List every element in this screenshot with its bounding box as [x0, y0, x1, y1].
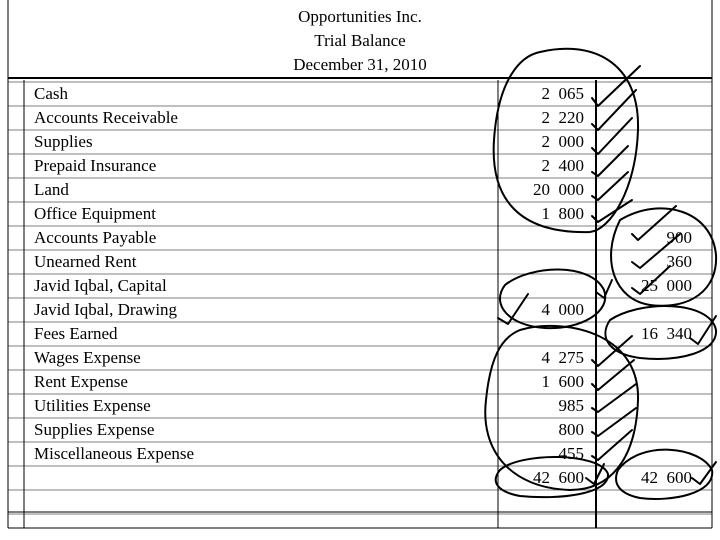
credit-amount: 25 000	[641, 276, 692, 295]
account-name: Fees Earned	[34, 324, 118, 343]
debit-amount: 2 000	[541, 132, 584, 151]
debit-amount: 4 275	[541, 348, 584, 367]
account-name: Wages Expense	[34, 348, 141, 367]
check-mark	[632, 266, 670, 294]
circle-mark	[616, 450, 712, 499]
account-name: Office Equipment	[34, 204, 156, 223]
account-name: Miscellaneous Expense	[34, 444, 195, 463]
debit-amount: 2 400	[541, 156, 584, 175]
circle-mark	[494, 49, 638, 232]
debit-amount: 4 000	[541, 300, 584, 319]
account-name: Prepaid Insurance	[34, 156, 157, 175]
check-mark	[592, 146, 628, 176]
account-name: Supplies Expense	[34, 420, 155, 439]
company-name: Opportunities Inc.	[298, 7, 422, 26]
account-name: Javid Iqbal, Capital	[34, 276, 167, 295]
check-mark	[592, 200, 632, 222]
debit-amount: 985	[558, 396, 584, 415]
credit-amount: 16 340	[641, 324, 692, 343]
statement-date: December 31, 2010	[293, 55, 427, 74]
account-name: Accounts Receivable	[34, 108, 178, 127]
circle-mark	[500, 269, 605, 328]
account-name: Cash	[34, 84, 68, 103]
debit-amount: 20 000	[533, 180, 584, 199]
credit-amount: 900	[666, 228, 692, 247]
check-mark	[592, 336, 632, 366]
account-name: Unearned Rent	[34, 252, 137, 271]
account-name: Accounts Payable	[34, 228, 157, 247]
debit-amount: 455	[558, 444, 584, 463]
debit-amount: 2 065	[541, 84, 584, 103]
statement-title: Trial Balance	[314, 31, 406, 50]
account-name: Supplies	[34, 132, 93, 151]
account-name: Rent Expense	[34, 372, 128, 391]
account-name: Land	[34, 180, 69, 199]
debit-amount: 800	[558, 420, 584, 439]
check-mark	[592, 90, 636, 130]
credit-amount: 360	[666, 252, 692, 271]
circle-mark	[605, 306, 716, 359]
debit-amount: 2 220	[541, 108, 584, 127]
credit-total: 42 600	[641, 468, 692, 487]
account-name: Javid Iqbal, Drawing	[34, 300, 178, 319]
check-mark	[592, 66, 640, 106]
account-name: Utilities Expense	[34, 396, 151, 415]
debit-amount: 1 600	[541, 372, 584, 391]
circle-mark	[611, 208, 716, 305]
debit-total: 42 600	[533, 468, 584, 487]
debit-amount: 1 800	[541, 204, 584, 223]
circle-mark	[496, 457, 608, 497]
